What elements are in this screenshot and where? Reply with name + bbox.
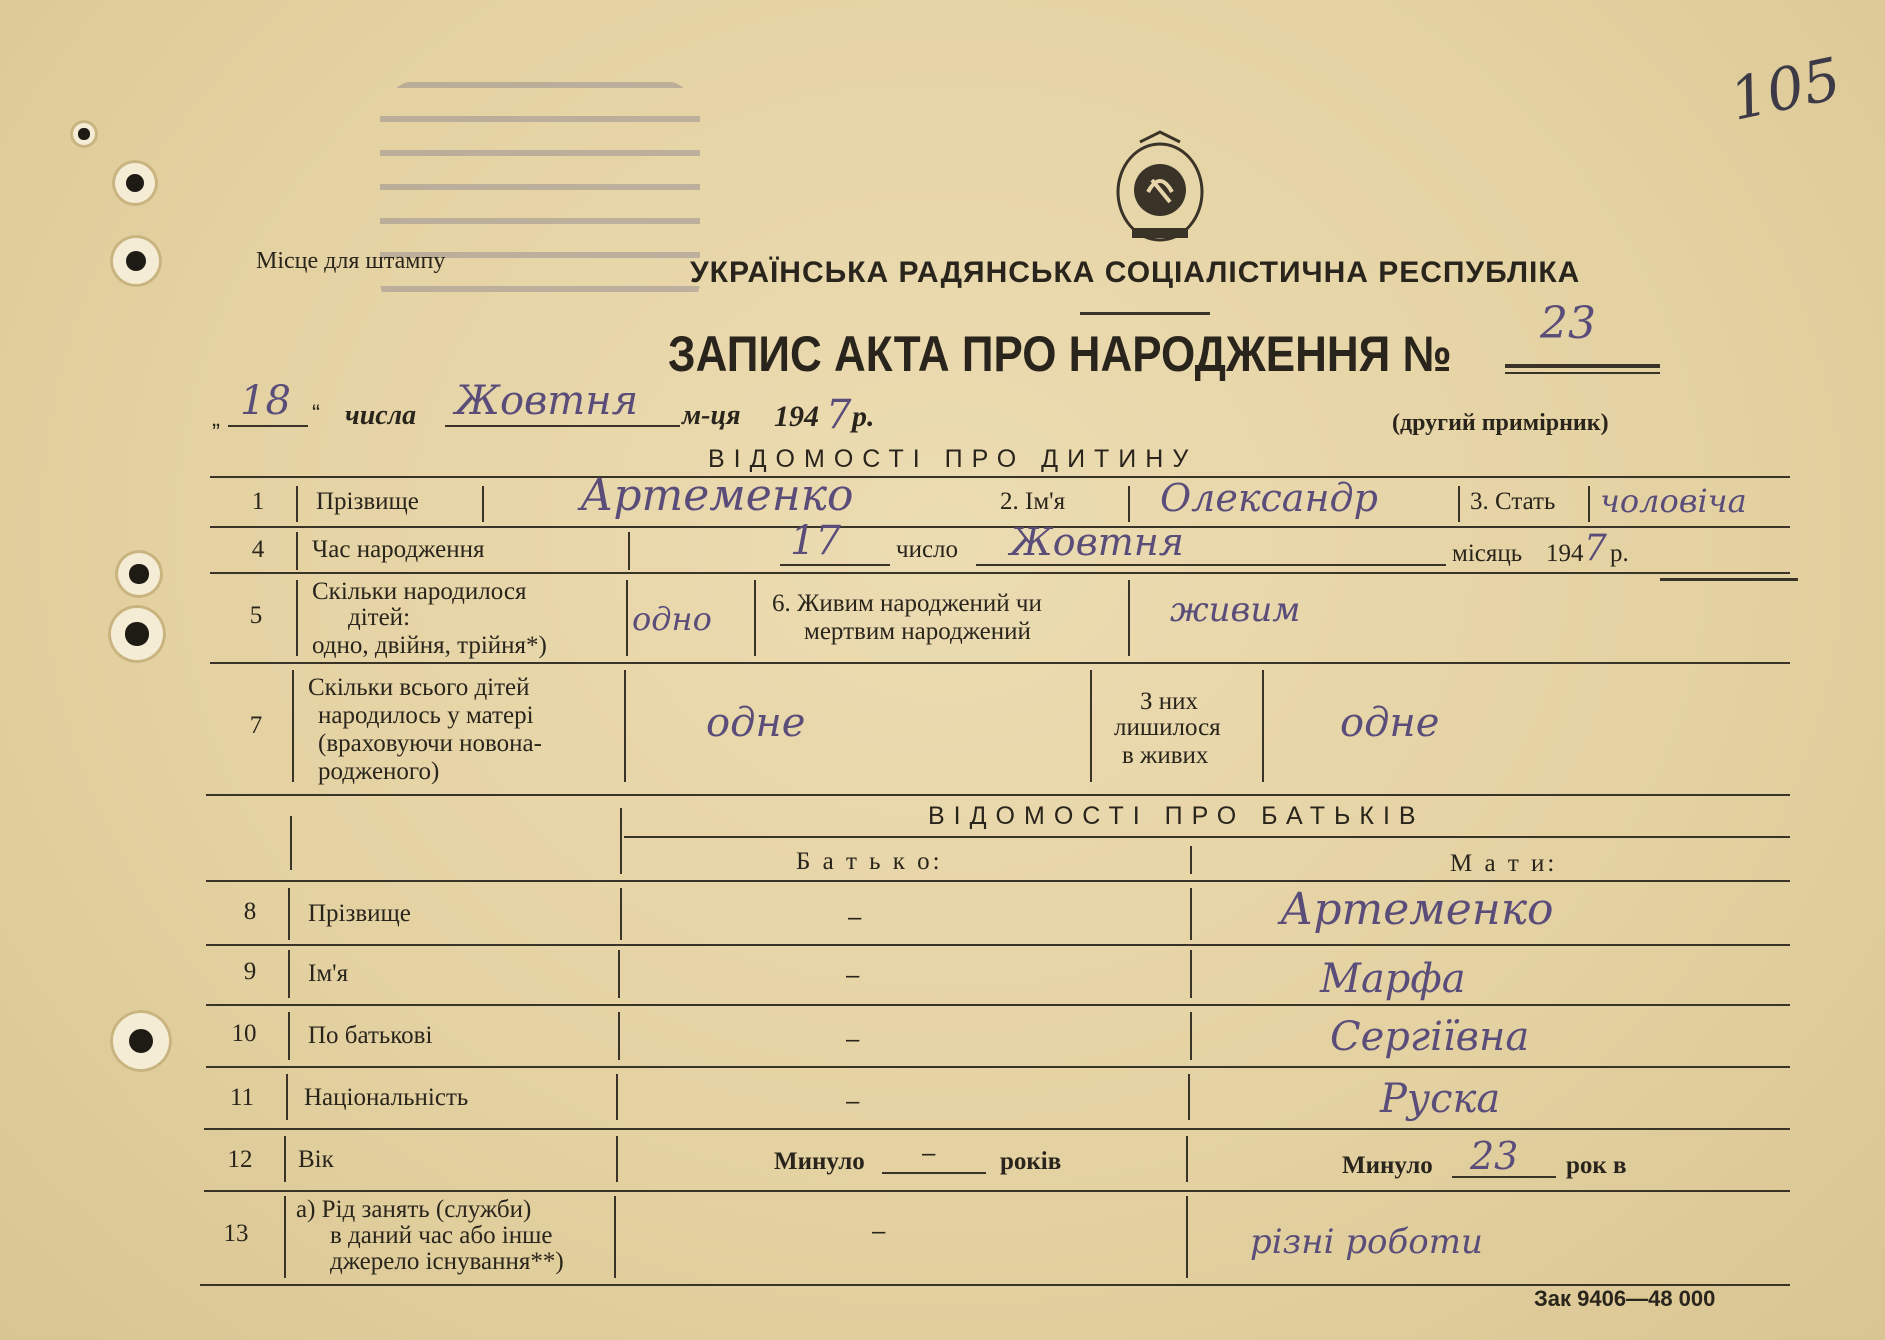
stamp-place-label: Місце для штампу: [256, 248, 446, 274]
month-label: м-ця: [682, 400, 741, 431]
surviving-label-1: З них: [1140, 688, 1199, 715]
father-age: –: [922, 1140, 936, 1167]
child-sex: чоловіча: [1600, 482, 1747, 520]
children-count-label-1: Скільки народилося: [312, 578, 527, 605]
father-nationality: –: [846, 1088, 860, 1115]
occupation-label-2: в даний час або інше: [330, 1222, 553, 1249]
date-quote-open: „: [212, 405, 220, 432]
day-label: числа: [345, 400, 417, 431]
row-number: 5: [249, 602, 263, 629]
row-number: 13: [223, 1220, 249, 1247]
children-count: одно: [632, 600, 712, 638]
mother-name: Марфа: [1320, 956, 1466, 1002]
year-digit: 7: [826, 392, 852, 438]
date-quote-close: “: [312, 400, 320, 427]
birth-year-digit: 7: [1584, 528, 1607, 569]
punch-hole: [112, 160, 158, 206]
father-column-label: Б а т ь к о:: [796, 848, 943, 875]
child-surname: Артеменко: [580, 470, 854, 521]
alive-label-2: мертвим народжений: [804, 618, 1031, 645]
mother-age-prefix: Минуло: [1342, 1152, 1433, 1179]
mother-surname: Артеменко: [1280, 884, 1554, 935]
punch-hole: [115, 550, 163, 598]
mother-column-label: М а т и:: [1450, 850, 1558, 877]
record-day: 18: [240, 378, 291, 424]
faded-stamp: [380, 80, 700, 320]
birth-day-label: число: [896, 536, 959, 563]
parent-patronymic-label: По батькові: [308, 1022, 433, 1049]
row-number: 11: [229, 1084, 255, 1111]
parent-nationality-label: Національність: [304, 1084, 469, 1111]
alive-value: живим: [1170, 590, 1301, 630]
republic-heading: УКРАЇНСЬКА РАДЯНСЬКА СОЦІАЛІСТИЧНА РЕСПУБЛІКА: [690, 256, 1581, 289]
record-number: 23: [1540, 298, 1596, 349]
total-children-label-4: родженого): [318, 758, 440, 785]
child-section-title: ВІДОМОСТІ ПРО ДИТИНУ: [708, 445, 1198, 473]
child-surname-label: Прізвище: [316, 488, 419, 515]
mother-occupation: різні роботи: [1250, 1222, 1483, 1262]
archive-number: 105: [1724, 44, 1847, 134]
coat-of-arms-emblem: [1110, 130, 1210, 250]
occupation-label-3: джерело існування**): [330, 1248, 564, 1275]
mother-age: 23: [1470, 1134, 1519, 1178]
punch-hole: [70, 120, 98, 148]
row-number: 4: [251, 536, 265, 563]
birth-day: 17: [790, 518, 841, 564]
surviving-label-2: лишилося: [1114, 714, 1221, 741]
birth-year-prefix: 194: [1546, 540, 1584, 567]
print-order-footer: Зак 9406—48 000: [1534, 1286, 1716, 1311]
parents-section-title: ВІДОМОСТІ ПРО БАТЬКІВ: [928, 802, 1425, 830]
birth-month-label: місяць: [1452, 540, 1523, 567]
punch-hole: [108, 605, 166, 663]
child-name-label: 2. Ім'я: [1000, 488, 1066, 515]
surviving-children: одне: [1340, 700, 1440, 746]
child-sex-label: 3. Стать: [1470, 488, 1556, 515]
year-prefix: 194: [774, 400, 819, 433]
document-title: ЗАПИС АКТА ПРО НАРОДЖЕННЯ №: [668, 326, 1452, 382]
birth-time-label: Час народження: [312, 536, 485, 563]
birth-year-suffix: р.: [1610, 540, 1629, 567]
total-children-label-2: народилось у матері: [318, 702, 534, 729]
surviving-label-3: в живих: [1122, 742, 1209, 769]
age-label: Вік: [298, 1146, 334, 1173]
total-children-label-3: (враховуючи новона-: [318, 730, 542, 757]
total-children-label-1: Скільки всього дітей: [308, 674, 530, 701]
occupation-label-1: а) Рід занять (служби): [296, 1196, 532, 1223]
row-number: 9: [243, 958, 257, 985]
record-month: Жовтня: [455, 378, 639, 424]
row-number: 8: [243, 898, 257, 925]
parent-surname-label: Прізвище: [308, 900, 411, 927]
alive-label-1: 6. Живим народжений чи: [772, 590, 1042, 617]
children-count-label-3: одно, двійня, трійня*): [312, 632, 547, 659]
punch-hole: [110, 235, 162, 287]
father-age-suffix: років: [1000, 1148, 1062, 1175]
father-name: –: [846, 962, 860, 989]
row-number: 7: [249, 712, 263, 739]
father-occupation: –: [872, 1218, 886, 1245]
parent-name-label: Ім'я: [308, 960, 349, 987]
total-children: одне: [706, 700, 806, 746]
row-number: 10: [231, 1020, 257, 1047]
year-suffix: р.: [852, 400, 875, 433]
mother-age-suffix: рок в: [1566, 1152, 1627, 1179]
row-number: 1: [251, 488, 265, 515]
copy-note: (другий примірник): [1392, 410, 1609, 436]
row-number: 12: [227, 1146, 253, 1173]
birth-month: Жовтня: [1010, 520, 1184, 564]
father-age-prefix: Минуло: [774, 1148, 865, 1175]
mother-nationality: Руска: [1380, 1076, 1501, 1122]
mother-patronymic: Сергіївна: [1330, 1014, 1530, 1060]
children-count-label-2: дітей:: [348, 604, 411, 631]
father-surname: –: [848, 904, 862, 931]
child-name: Олександр: [1160, 476, 1378, 520]
punch-hole: [110, 1010, 172, 1072]
father-patronymic: –: [846, 1026, 860, 1053]
